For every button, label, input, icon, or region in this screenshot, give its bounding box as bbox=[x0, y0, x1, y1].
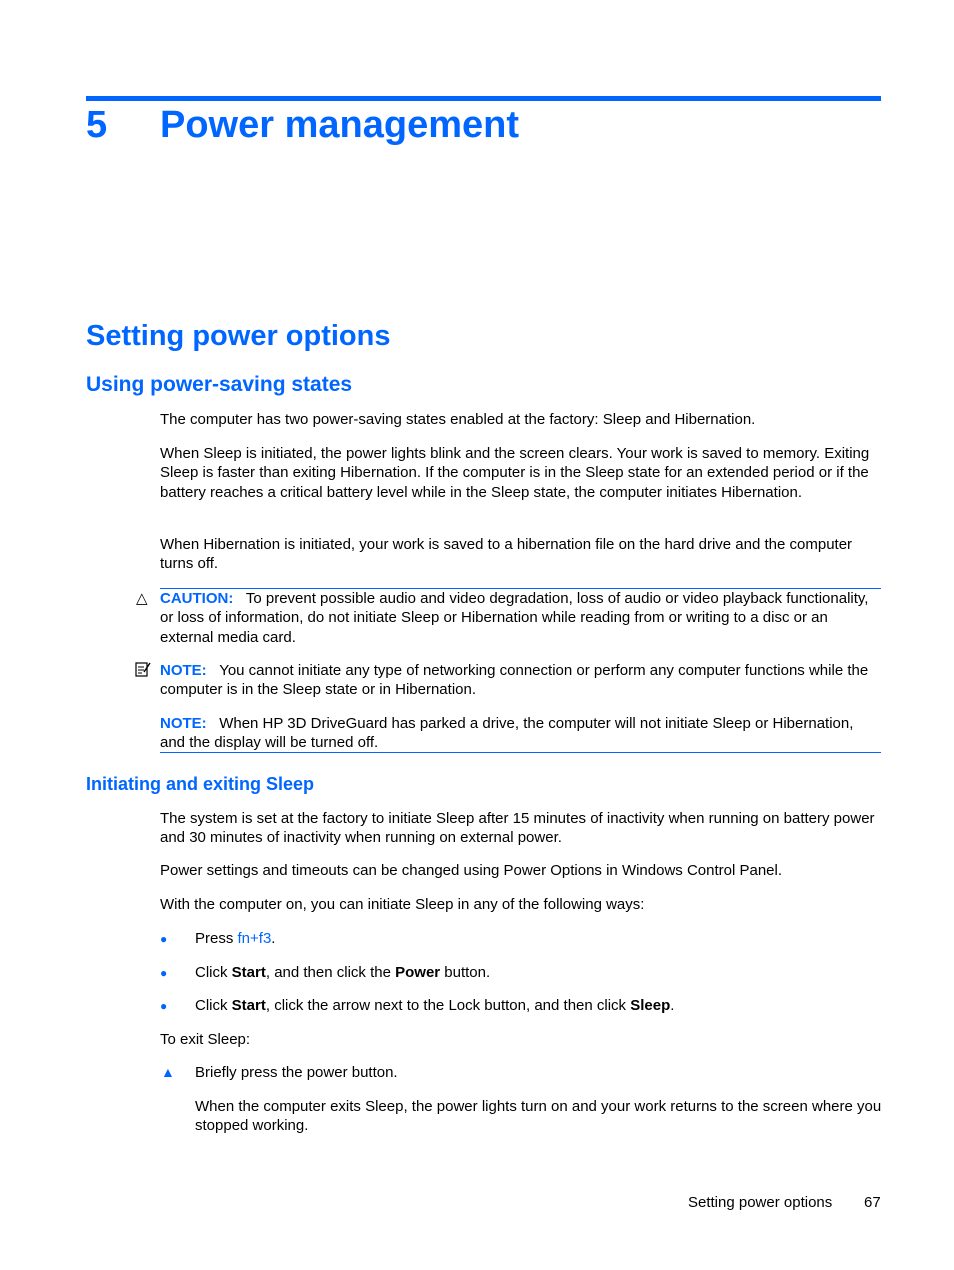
caution-label: CAUTION: bbox=[160, 590, 234, 607]
note-block bbox=[160, 661, 882, 700]
note-block bbox=[160, 714, 882, 753]
chapter-number: 5 bbox=[86, 104, 108, 146]
bullet-icon: ● bbox=[160, 966, 168, 980]
list-item: Press fn+f3. bbox=[195, 930, 276, 947]
note-bottom-rule bbox=[160, 752, 881, 753]
page-number: 67 bbox=[864, 1194, 881, 1211]
note-icon bbox=[135, 661, 151, 683]
paragraph: When Sleep is initiated, the power lights blink and the screen clears. Your work is saved to memory. Exiting Sleep is faster than exiting Hibernation. If the computer is in the Sleep state for an extended period or if the battery reaches a critical battery level while in the Sleep state, the computer initiates Hibernation. bbox=[160, 445, 870, 501]
subsection-title: Using power-saving states bbox=[86, 373, 353, 396]
note-label: NOTE: bbox=[160, 715, 207, 732]
subsubsection-title: Initiating and exiting Sleep bbox=[86, 774, 315, 794]
caution-block bbox=[160, 589, 882, 647]
section-title: Setting power options bbox=[86, 320, 391, 352]
paragraph: The system is set at the factory to initiate Sleep after 15 minutes of inactivity when running on battery power and 30 minutes of inactivity when running on external power. bbox=[160, 810, 875, 847]
key-link[interactable]: fn+f3 bbox=[237, 930, 272, 947]
note-text: You cannot initiate any type of networking connection or perform any computer functions while the computer is in the Sleep state or in Hibernation. bbox=[160, 662, 869, 699]
list-item: Click Start, click the arrow next to the Lock button, and then click Sleep. bbox=[195, 997, 675, 1014]
list-item: Click Start, and then click the Power button. bbox=[195, 964, 491, 981]
paragraph: Power settings and timeouts can be changed using Power Options in Windows Control Panel. bbox=[160, 862, 783, 879]
bullet-icon: ● bbox=[160, 932, 168, 946]
paragraph: With the computer on, you can initiate Sleep in any of the following ways: bbox=[160, 896, 645, 913]
note-label: NOTE: bbox=[160, 662, 207, 679]
paragraph: To exit Sleep: bbox=[160, 1031, 251, 1048]
step-triangle-icon: ▲ bbox=[161, 1064, 175, 1080]
paragraph: When Hibernation is initiated, your work is saved to a hibernation file on the hard drive and the computer turns off. bbox=[160, 536, 853, 573]
note-text: When HP 3D DriveGuard has parked a drive, the computer will not initiate Sleep or Hibernation, and the display will be turned off. bbox=[160, 715, 854, 752]
caution-triangle-icon: △ bbox=[136, 590, 148, 607]
step-result: When the computer exits Sleep, the power lights turn on and your work returns to the screen where you stopped working. bbox=[195, 1098, 882, 1135]
caution-text: To prevent possible audio and video degradation, loss of audio or video playback functionality, or loss of information, do not initiate Sleep or Hibernation while reading from or writing to a disc or an external media card. bbox=[160, 590, 869, 646]
bullet-icon: ● bbox=[160, 999, 168, 1013]
paragraph: The computer has two power-saving states enabled at the factory: Sleep and Hibernation. bbox=[160, 411, 756, 428]
footer-section: Setting power options bbox=[688, 1194, 833, 1211]
step-item: Briefly press the power button. bbox=[195, 1064, 398, 1081]
chapter-title: Power management bbox=[160, 104, 519, 146]
